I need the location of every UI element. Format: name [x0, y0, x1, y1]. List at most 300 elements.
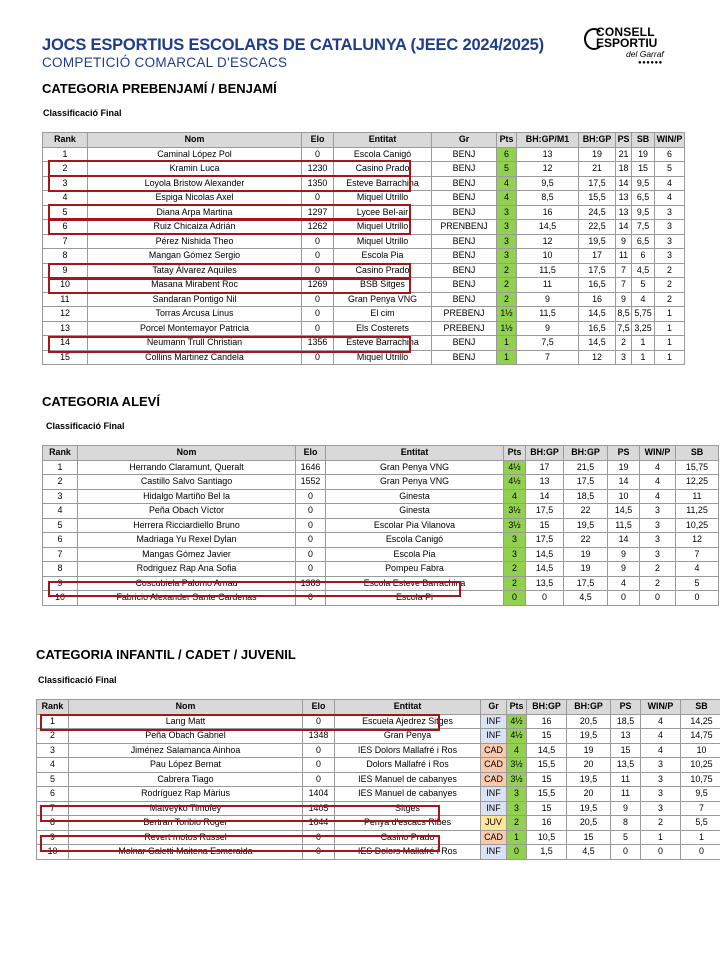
table-cell: 4,5	[632, 263, 655, 278]
column-header: PS	[608, 446, 640, 461]
table-cell: 0	[681, 845, 720, 860]
table-cell: 0	[302, 147, 334, 162]
table-cell: 0	[507, 845, 527, 860]
table-cell: 9,5	[632, 205, 655, 220]
table-cell: 3	[641, 772, 681, 787]
table-cell: Peña Obach Víctor	[78, 504, 296, 519]
table-row	[43, 576, 719, 591]
table-cell: Espiga Nicolas Axel	[88, 191, 302, 206]
table-cell: 4	[640, 475, 676, 490]
table-cell: Hidalgo Martiño Bel la	[78, 489, 296, 504]
table-cell: 0	[526, 591, 564, 606]
column-header: BH:GP	[567, 700, 611, 715]
table-cell: Kramin Luca	[88, 162, 302, 177]
table-cell: 1646	[296, 460, 326, 475]
table-cell: 13,5	[611, 758, 641, 773]
table-row	[43, 475, 719, 490]
section-subtitle: Classificació Final	[43, 108, 122, 118]
table-cell: 15	[526, 518, 564, 533]
table-cell: 2	[43, 475, 78, 490]
table-row	[43, 321, 685, 336]
column-header: SB	[632, 133, 655, 148]
table-cell: 12	[579, 350, 616, 365]
table-cell: Miquel Utrillo	[334, 234, 432, 249]
table-cell: 8	[43, 562, 78, 577]
table-cell: Penya d'escacs Ribes	[335, 816, 481, 831]
table-cell: 15,5	[527, 758, 567, 773]
table-cell: 19	[567, 743, 611, 758]
table-cell: 1	[497, 350, 517, 365]
table-cell: 3½	[504, 518, 526, 533]
table-cell: 3	[641, 758, 681, 773]
table-cell: 1348	[303, 729, 335, 744]
table-cell: JUV	[481, 816, 507, 831]
table-header-row	[43, 133, 685, 148]
table-cell: 10	[681, 743, 720, 758]
table-cell: 2	[504, 576, 526, 591]
table-cell: 3	[640, 504, 676, 519]
table-cell: 4	[497, 176, 517, 191]
table-cell: 14	[616, 176, 632, 191]
table-cell: 4,5	[564, 591, 608, 606]
table-cell: Escola Pi	[326, 591, 504, 606]
results-table-alevi	[42, 445, 719, 606]
table-header-row	[43, 446, 719, 461]
table-cell: 5	[611, 830, 641, 845]
column-header: Pts	[507, 700, 527, 715]
table-cell: 0	[303, 743, 335, 758]
table-cell: Diana Arpa Martina	[88, 205, 302, 220]
table-cell: Casino Prado	[334, 263, 432, 278]
table-cell: IES Manuel de cabanyes	[335, 787, 481, 802]
table-cell: 0	[303, 772, 335, 787]
table-cell: 19,5	[564, 518, 608, 533]
table-cell: 15	[527, 801, 567, 816]
table-cell: 7	[681, 801, 720, 816]
table-cell: Gran Penya VNG	[326, 460, 504, 475]
document-subtitle: COMPETICIÓ COMARCAL D'ESCACS	[42, 55, 288, 70]
table-cell: 10,25	[676, 518, 719, 533]
table-cell: 8	[37, 816, 69, 831]
table-cell: 13	[526, 475, 564, 490]
table-row	[43, 307, 685, 322]
table-cell: 17,5	[564, 475, 608, 490]
table-cell: 7,5	[616, 321, 632, 336]
table-cell: 4	[640, 460, 676, 475]
table-cell: 12	[676, 533, 719, 548]
table-cell: 0	[640, 591, 676, 606]
table-cell: 2	[655, 278, 685, 293]
table-cell: 2	[37, 729, 69, 744]
table-cell: 14	[43, 336, 88, 351]
column-header: SB	[681, 700, 720, 715]
table-cell: 11,5	[517, 307, 579, 322]
table-cell: 2	[641, 816, 681, 831]
table-cell: 0	[303, 845, 335, 860]
table-cell: 8	[611, 816, 641, 831]
document-title: JOCS ESPORTIUS ESCOLARS DE CATALUNYA (JEEC 2024/2025)	[42, 36, 544, 54]
logo-dots: ●●●●●●	[638, 60, 663, 66]
table-cell: Escola Canigó	[326, 533, 504, 548]
table-cell: Matveyko Timofey	[69, 801, 303, 816]
table-cell: Neumann Trull Christian	[88, 336, 302, 351]
table-row	[43, 147, 685, 162]
column-header: Nom	[69, 700, 303, 715]
table-cell: PREBENJ	[432, 321, 497, 336]
table-cell: 9,5	[517, 176, 579, 191]
table-cell: 1	[43, 460, 78, 475]
table-cell: Gran Penya VNG	[334, 292, 432, 307]
table-cell: 7	[43, 547, 78, 562]
table-cell: PREBENJ	[432, 307, 497, 322]
table-cell: 0	[303, 714, 335, 729]
table-cell: 4½	[507, 714, 527, 729]
table-cell: 16	[579, 292, 616, 307]
logo-line1: CONSELL	[596, 25, 655, 39]
table-cell: 15	[632, 162, 655, 177]
table-cell: 7,5	[632, 220, 655, 235]
table-cell: Caminal López Pol	[88, 147, 302, 162]
table-cell: 1,5	[527, 845, 567, 860]
table-cell: 10	[43, 591, 78, 606]
table-cell: 15,5	[579, 191, 616, 206]
table-row	[43, 547, 719, 562]
table-cell: BENJ	[432, 162, 497, 177]
table-cell: Cabrera Tiago	[69, 772, 303, 787]
table-cell: 17,5	[579, 176, 616, 191]
table-cell: Revert motos Russel	[69, 830, 303, 845]
section-title-infantil-cadet-juvenil: CATEGORIA INFANTIL / CADET / JUVENIL	[36, 647, 296, 662]
table-cell: 16	[517, 205, 579, 220]
table-cell: 3	[37, 743, 69, 758]
table-cell: 9	[608, 562, 640, 577]
table-row	[37, 743, 720, 758]
table-cell: 11	[43, 292, 88, 307]
table-cell: 3	[641, 787, 681, 802]
table-cell: 1644	[303, 816, 335, 831]
table-header-row	[37, 700, 720, 715]
table-row	[43, 350, 685, 365]
table-cell: 9	[43, 576, 78, 591]
table-row	[37, 845, 720, 860]
table-cell: 5	[43, 205, 88, 220]
table-cell: BENJ	[432, 249, 497, 264]
table-cell: Escola Esteve Barrachina	[326, 576, 504, 591]
table-cell: Herrando Claramunt, Queralt	[78, 460, 296, 475]
table-cell: 15	[527, 729, 567, 744]
table-cell: 22	[564, 504, 608, 519]
table-cell: Escola Pia	[334, 249, 432, 264]
table-row	[37, 816, 720, 831]
table-cell: 9,5	[681, 787, 720, 802]
table-row	[43, 220, 685, 235]
table-cell: 3	[640, 518, 676, 533]
table-cell: 14,5	[579, 307, 616, 322]
table-cell: 7	[676, 547, 719, 562]
table-cell: Mangan Gómez Sergio	[88, 249, 302, 264]
table-cell: 17,5	[526, 504, 564, 519]
table-cell: 3	[616, 350, 632, 365]
table-cell: Peña Obach Gabriel	[69, 729, 303, 744]
table-cell: Collins Martinez Candela	[88, 350, 302, 365]
table-cell: 1	[632, 350, 655, 365]
table-cell: BSB Sitges	[334, 278, 432, 293]
table-cell: 4	[676, 562, 719, 577]
table-cell: 3	[497, 249, 517, 264]
table-cell: Fabricio Alexander Sante Cardenas	[78, 591, 296, 606]
table-cell: BENJ	[432, 205, 497, 220]
table-cell: 0	[302, 292, 334, 307]
table-cell: 1269	[302, 278, 334, 293]
column-header: Gr	[432, 133, 497, 148]
table-cell: PRENBENJ	[432, 220, 497, 235]
table-cell: 0	[302, 249, 334, 264]
column-header: Elo	[296, 446, 326, 461]
column-header: Nom	[78, 446, 296, 461]
table-cell: 4	[43, 191, 88, 206]
table-cell: 0	[641, 845, 681, 860]
table-cell: 4	[641, 729, 681, 744]
table-cell: 1	[641, 830, 681, 845]
consell-esportiu-logo	[582, 26, 692, 70]
table-cell: 3½	[507, 758, 527, 773]
table-cell: 3	[655, 205, 685, 220]
table-cell: 17	[579, 249, 616, 264]
table-cell: Sandaran Pontigo Nil	[88, 292, 302, 307]
table-cell: Herrera Ricciardiello Bruno	[78, 518, 296, 533]
table-cell: INF	[481, 787, 507, 802]
table-cell: CAD	[481, 772, 507, 787]
table-cell: 14	[608, 475, 640, 490]
table-row	[37, 772, 720, 787]
table-cell: Escuela Ajedrez Sitges	[335, 714, 481, 729]
table-row	[43, 176, 685, 191]
table-cell: 11,25	[676, 504, 719, 519]
table-cell: 12	[517, 162, 579, 177]
table-cell: 3	[507, 787, 527, 802]
table-cell: 9	[616, 292, 632, 307]
table-cell: 19,5	[567, 772, 611, 787]
table-cell: 1	[655, 321, 685, 336]
table-row	[37, 830, 720, 845]
table-cell: 14,5	[517, 220, 579, 235]
table-cell: 12	[43, 307, 88, 322]
table-cell: 14,5	[608, 504, 640, 519]
table-row	[43, 591, 719, 606]
table-cell: 5,5	[681, 816, 720, 831]
table-row	[43, 336, 685, 351]
table-cell: 16,5	[579, 278, 616, 293]
table-cell: 1	[655, 307, 685, 322]
table-cell: BENJ	[432, 176, 497, 191]
table-cell: 1	[37, 714, 69, 729]
table-cell: 12	[517, 234, 579, 249]
table-cell: 1262	[302, 220, 334, 235]
table-cell: Gran Penya VNG	[326, 475, 504, 490]
table-cell: 2	[497, 292, 517, 307]
table-cell: 3	[497, 234, 517, 249]
table-cell: 21,5	[564, 460, 608, 475]
table-row	[37, 787, 720, 802]
table-cell: 5	[676, 576, 719, 591]
table-cell: Casino Prado	[335, 830, 481, 845]
table-cell: 4	[497, 191, 517, 206]
table-cell: Pérez Nishida Theo	[88, 234, 302, 249]
table-cell: 7	[37, 801, 69, 816]
table-cell: 9	[608, 547, 640, 562]
table-cell: Porcel Montemayor Patricia	[88, 321, 302, 336]
table-cell: Lang Matt	[69, 714, 303, 729]
table-cell: Casino Prado	[334, 162, 432, 177]
table-cell: 16	[527, 714, 567, 729]
table-cell: 0	[303, 830, 335, 845]
table-cell: 6	[655, 147, 685, 162]
table-cell: Gran Penya	[335, 729, 481, 744]
table-cell: 17,5	[564, 576, 608, 591]
table-cell: 1405	[303, 801, 335, 816]
table-cell: Sitges	[335, 801, 481, 816]
table-cell: Loyola Bristow Alexander	[88, 176, 302, 191]
table-cell: 18	[616, 162, 632, 177]
table-cell: BENJ	[432, 191, 497, 206]
table-cell: 13,5	[526, 576, 564, 591]
table-cell: INF	[481, 801, 507, 816]
table-row	[43, 205, 685, 220]
table-cell: 9	[43, 263, 88, 278]
table-cell: 3	[497, 205, 517, 220]
table-cell: 1	[681, 830, 720, 845]
table-cell: 1	[507, 830, 527, 845]
table-cell: Coscubiela Palomo Arnau	[78, 576, 296, 591]
table-cell: Esteve Barrachina	[334, 176, 432, 191]
table-cell: 2	[497, 263, 517, 278]
table-cell: 4½	[504, 475, 526, 490]
table-cell: BENJ	[432, 147, 497, 162]
table-cell: 0	[296, 489, 326, 504]
table-row	[37, 714, 720, 729]
table-cell: 8,5	[616, 307, 632, 322]
table-cell: 19	[608, 460, 640, 475]
table-cell: 16,5	[579, 321, 616, 336]
column-header: Nom	[88, 133, 302, 148]
table-cell: 19	[579, 147, 616, 162]
table-cell: Jiménez Salamanca Ainhoa	[69, 743, 303, 758]
table-cell: 9	[616, 234, 632, 249]
table-cell: 14,5	[526, 562, 564, 577]
table-cell: 2	[616, 336, 632, 351]
table-cell: 7	[616, 278, 632, 293]
table-cell: BENJ	[432, 350, 497, 365]
table-cell: 10	[517, 249, 579, 264]
table-cell: 10	[37, 845, 69, 860]
table-cell: 0	[302, 321, 334, 336]
table-cell: 4½	[507, 729, 527, 744]
column-header: BH:GP	[579, 133, 616, 148]
table-cell: 2	[507, 816, 527, 831]
table-cell: 11,5	[517, 263, 579, 278]
table-cell: 14	[608, 533, 640, 548]
table-cell: El cim	[334, 307, 432, 322]
table-cell: Torras Arcusa Linus	[88, 307, 302, 322]
table-cell: Mangas Gómez Javier	[78, 547, 296, 562]
table-cell: 1½	[497, 321, 517, 336]
table-row	[43, 191, 685, 206]
table-cell: 18,5	[564, 489, 608, 504]
column-header: Rank	[43, 446, 78, 461]
table-cell: CAD	[481, 830, 507, 845]
table-cell: 19	[564, 562, 608, 577]
table-cell: 1404	[303, 787, 335, 802]
table-cell: 1297	[302, 205, 334, 220]
table-cell: 3,25	[632, 321, 655, 336]
table-cell: 3	[43, 489, 78, 504]
table-cell: 6	[43, 533, 78, 548]
table-cell: 2	[640, 562, 676, 577]
table-cell: 10	[608, 489, 640, 504]
table-cell: 20	[567, 787, 611, 802]
table-cell: BENJ	[432, 234, 497, 249]
table-cell: 19,5	[579, 234, 616, 249]
column-header: BH:GP	[526, 446, 564, 461]
table-cell: IES Manuel de cabanyes	[335, 772, 481, 787]
table-cell: BENJ	[432, 336, 497, 351]
table-cell: 3½	[504, 504, 526, 519]
table-cell: 9	[611, 801, 641, 816]
table-cell: 0	[296, 518, 326, 533]
table-cell: 11	[616, 249, 632, 264]
column-header: BH:GP	[527, 700, 567, 715]
table-row	[43, 489, 719, 504]
table-cell: 18,5	[611, 714, 641, 729]
results-table-benjami	[42, 132, 685, 365]
column-header: Gr	[481, 700, 507, 715]
table-cell: 1	[655, 350, 685, 365]
column-header: PS	[616, 133, 632, 148]
section-subtitle: Classificació Final	[46, 421, 125, 431]
table-cell: 17,5	[579, 263, 616, 278]
table-cell: 4½	[504, 460, 526, 475]
table-cell: Molnar Galetti Maitena Esmeralda	[69, 845, 303, 860]
table-cell: 1230	[302, 162, 334, 177]
table-cell: 10,5	[527, 830, 567, 845]
table-cell: 5	[37, 772, 69, 787]
table-cell: 6,5	[632, 191, 655, 206]
table-cell: 15,75	[676, 460, 719, 475]
table-cell: BENJ	[432, 263, 497, 278]
table-cell: 9,5	[632, 176, 655, 191]
table-cell: 11	[611, 787, 641, 802]
table-cell: 2	[497, 278, 517, 293]
table-cell: 13	[611, 729, 641, 744]
column-header: Entitat	[326, 446, 504, 461]
table-cell: 15	[611, 743, 641, 758]
column-header: WIN/P	[641, 700, 681, 715]
table-cell: 15	[43, 350, 88, 365]
table-cell: Esteve Barrachina	[334, 336, 432, 351]
table-cell: 14,25	[681, 714, 720, 729]
table-cell: 1	[632, 336, 655, 351]
table-cell: 19	[632, 147, 655, 162]
section-title-prebenjami-benjami: CATEGORIA PREBENJAMÍ / BENJAMÍ	[42, 81, 277, 96]
table-cell: 11	[676, 489, 719, 504]
table-cell: INF	[481, 714, 507, 729]
table-cell: 9	[517, 321, 579, 336]
column-header: WIN/P	[640, 446, 676, 461]
table-cell: 17,5	[526, 533, 564, 548]
table-cell: 0	[296, 562, 326, 577]
table-cell: Miquel Utrillo	[334, 191, 432, 206]
table-cell: 10,25	[681, 758, 720, 773]
